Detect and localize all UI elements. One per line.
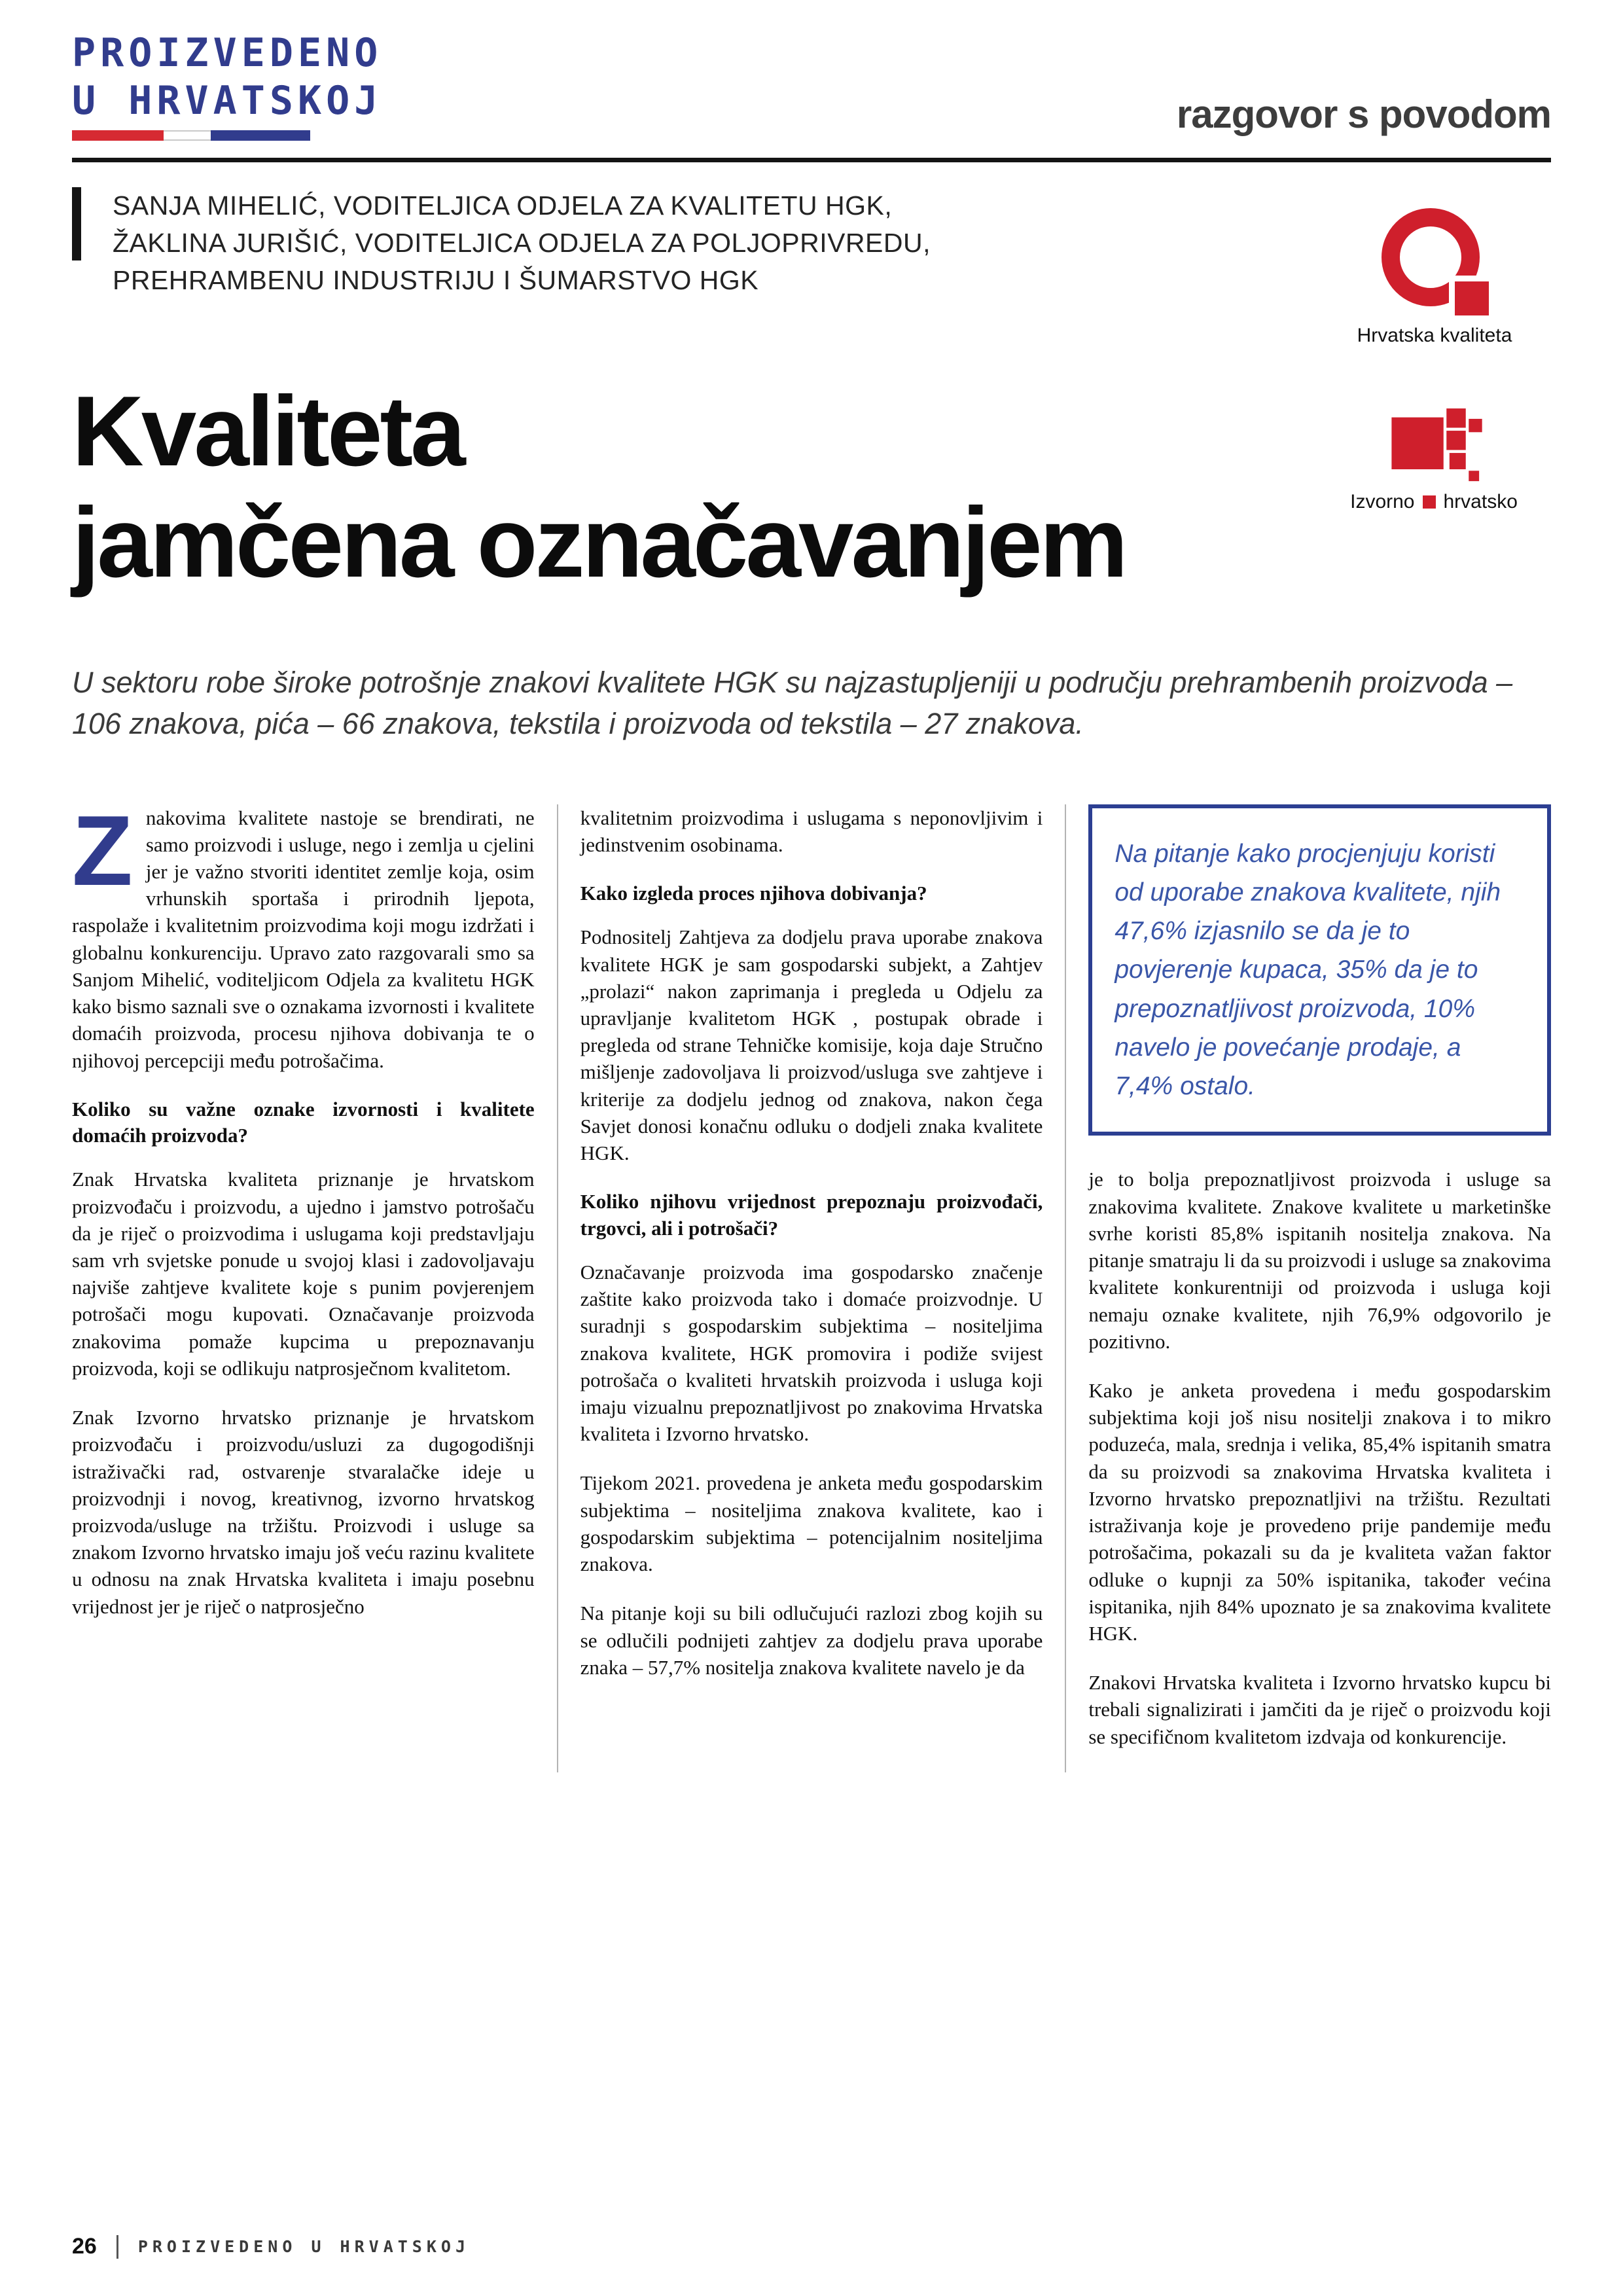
body-paragraph: Na pitanje koji su bili odlučujući razlozi zbog kojih su se odlučili podnijeti zahtjev za dodjelu prava uporabe znaka – 57,7% nositelja znakova kvalitete navelo je da bbox=[580, 1602, 1043, 1679]
page-footer bbox=[72, 2234, 470, 2259]
izvorno-hrvatsko-logo-icon bbox=[1378, 408, 1489, 486]
article-column-3 bbox=[1065, 804, 1551, 1772]
body-paragraph: Znak Izvorno hrvatsko priznanje je hrvatskom proizvođaču i proizvodu/usluzi za dugogodišnji istraživački rad, ostvarenje stvaralačke ideje u proizvodnji i novog, kreativnog, izvorno hrvatskog proizvoda/usluge na tržištu. Proizvodi i usluge sa znakom Izvorno hrvatsko imaju još veću razinu kvalitete u odnosu na znak Hrvatska kvaliteta i imaju posebnu vrijednost jer je riječ o natprosječno bbox=[72, 1406, 535, 1618]
section-subhead: Koliko njihovu vrijednost prepoznaju proizvođači, trgovci, ali i potrošači? bbox=[580, 1190, 1043, 1240]
hrvatska-kvaliteta-badge bbox=[1330, 208, 1539, 347]
logo-line-2: U HRVATSKOJ bbox=[72, 78, 383, 124]
drop-cap: Z bbox=[72, 795, 133, 906]
headline-line-1: Kvaliteta bbox=[72, 376, 463, 488]
ih-caption-right: hrvatsko bbox=[1443, 491, 1518, 512]
kicker-line: SANJA MIHELIĆ, VODITELJICA ODJELA ZA KVALITETU HGK, bbox=[113, 190, 893, 221]
body-paragraph: Znakovi Hrvatska kvaliteta i Izvorno hrvatsko kupcu bi trebali signalizirati i jamčiti da je riječ o proizvodu koji se specifičnom kvalitetom izdvaja od konkurencije. bbox=[1088, 1671, 1552, 1748]
croatian-flag-underline bbox=[72, 130, 382, 141]
hk-square-shape bbox=[1455, 281, 1489, 315]
body-paragraph: Tijekom 2021. provedena je anketa među gospodarskim subjektima – nositeljima znakova kvalitete, kao i gospodarskim subjektima – potencijalnim nositeljima znakova. bbox=[580, 1471, 1043, 1576]
flag-white-segment bbox=[164, 130, 211, 141]
body-paragraph: kvalitetnim proizvodima i uslugama s neponovljivim i jedinstvenim osobinama. bbox=[580, 806, 1043, 856]
interviewee-names bbox=[113, 187, 931, 298]
article-lead: U sektoru robe široke potrošnje znakovi kvalitete HGK su najzastupljeniji u području prehrambenih proizvoda – 106 znakova, pića – 66 znakova, tekstila i proizvoda od tekstila – 27 znakova. bbox=[72, 665, 1513, 740]
pull-quote: Na pitanje kako procjenjuju koristi od uporabe znakova kvalitete, njih 47,6% izjasnilo se da je to povjerenje kupaca, 35% da je to prepoznatljivost proizvoda, 10% navelo je povećanje prodaje, a 7,4% ostalo. bbox=[1088, 804, 1551, 1136]
body-paragraph: je to bolja prepoznatljivost proizvoda i usluge sa znakovima kvalitete. Znakove kvalitete u marketinške svrhe koristi 85,8% ispitanih nositelja znakova. Na pitanje smatraju li da su proizvodi i usluge sa znakovima kvalitete konkurentniji od proizvoda i usluga koji nemaju oznake kvalitete, njih 76,9% odgovorilo je pozitivno. bbox=[1088, 1168, 1552, 1353]
flag-blue-segment bbox=[211, 130, 310, 141]
section-subhead: Koliko su važne oznake izvornosti i kvalitete domaćih proizvoda? bbox=[72, 1097, 535, 1147]
magazine-logo bbox=[72, 29, 382, 141]
kicker-line: ŽAKLINA JURIŠIĆ, VODITELJICA ODJELA ZA POLJOPRIVREDU, bbox=[113, 227, 931, 258]
header-rule bbox=[72, 158, 1551, 162]
ih-caption-left: Izvorno bbox=[1350, 491, 1415, 512]
body-paragraph-dropcap: Znakovima kvalitete nastoje se brendirati, ne samo proizvodi i usluge, nego i zemlja u cjelini jer je važno stvoriti identitet zemlje koja, osim vrhunskih sportaša i prirodnih ljepota, raspolaže i kvalitetnim proizvodima koji mogu izdržati i globalnu konkurenciju. Upravo zato razgovarali smo sa Sanjom Mihelić, voditeljicom Odjela za kvalitetu HGK kako bismo saznali sve o oznakama izvornosti i kvalitete domaćih proizvoda, procesu njihova dobivanja te o njihovoj percepciji među potrošačima. bbox=[72, 795, 535, 1072]
izvorno-hrvatsko-badge bbox=[1313, 408, 1555, 513]
article-column-2 bbox=[557, 804, 1065, 1772]
logo-line-1: PROIZVEDENO bbox=[72, 30, 383, 76]
footer-divider bbox=[116, 2235, 118, 2259]
section-label: razgovor s povodom bbox=[1176, 92, 1551, 137]
body-paragraph: Kako je anketa provedena i među gospodarskim subjektima koji još nisu nositelji znakova i to mikro poduzeća, mala, srednja i velika, 85,4% ispitanih smatra da su proizvodi sa znakovima Hrvatska kvaliteta i Izvorno hrvatsko prepoznatljivi na tržištu. Rezultati istraživanja koje je provedeno prije pandemije među potrošačima, pokazali su da je kvaliteta važan faktor odluke o kupnji za 50% ispitanika, također većina ispitanika, njih 84% upoznato je sa znakovima kvalitete HGK. bbox=[1088, 1378, 1552, 1645]
page-number: 26 bbox=[72, 2234, 97, 2259]
footer-magazine-title: PROIZVEDENO U HRVATSKOJ bbox=[137, 2237, 471, 2256]
kicker-line: PREHRAMBENU INDUSTRIJU I ŠUMARSTVO HGK bbox=[113, 264, 759, 295]
article-column-1 bbox=[72, 795, 557, 1772]
hrvatska-kvaliteta-logo-icon bbox=[1382, 208, 1488, 314]
ih-caption-square-icon bbox=[1423, 495, 1436, 509]
section-subhead: Kako izgleda proces njihova dobivanja? bbox=[580, 882, 927, 905]
body-paragraph: Označavanje proizvoda ima gospodarsko značenje zaštite kako proizvoda tako i domaće proizvodnje. U suradnji s gospodarskim subjektima – nositeljima znakova kvalitete, HGK promovira i podiže svijest potrošača o kvaliteti hrvatskih proizvoda i usluga koji imaju vizualnu prepoznatljivost po znakovima Hrvatska kvaliteta i Izvorno hrvatsko. bbox=[580, 1260, 1043, 1446]
body-paragraph: Znak Hrvatska kvaliteta priznanje je hrvatskom proizvođaču i proizvodu, a ujedno i jamstvo potrošaču da je riječ o proizvodima i uslugama koji predstavljaju sam vrh svjetske ponude u svojoj klasi i zadovoljavaju najviše zahtjeve kvalitete koje s punim povjerenjem potrošači mogu kupovati. Označavanje proizvoda znakovima pomaže kupcima u prepoznavanju proizvoda, koji se odlikuju natprosječnom kvalitetom. bbox=[72, 1168, 535, 1380]
kicker-row bbox=[72, 187, 1551, 298]
body-paragraph: Podnositelj Zahtjeva za dodjelu prava uporabe znakova kvalitete HGK je sam gospodarski subjekt, a Zahtjev „prolazi“ nakon zaprimanja i pregleda u Odjelu za upravljanje kvalitetom HGK , postupak obrade i pregleda od strane Tehničke komisije, koja daje Stručno mišljenje zadovoljava li proizvod/usluga sve zahtjeve i kriterije za dodjelu jednog od znakova, nakon čega Savjet donosi konačnu odluku o dodjeli znaka kvalitete HGK. bbox=[580, 925, 1043, 1165]
headline-line-2: jamčena označavanjem bbox=[72, 487, 1126, 599]
article-columns bbox=[72, 795, 1552, 1772]
kicker-accent-bar bbox=[72, 187, 81, 260]
hrvatska-kvaliteta-caption: Hrvatska kvaliteta bbox=[1357, 325, 1512, 346]
masthead-row bbox=[72, 29, 1551, 141]
flag-red-segment bbox=[72, 130, 164, 141]
izvorno-hrvatsko-caption bbox=[1313, 491, 1555, 513]
